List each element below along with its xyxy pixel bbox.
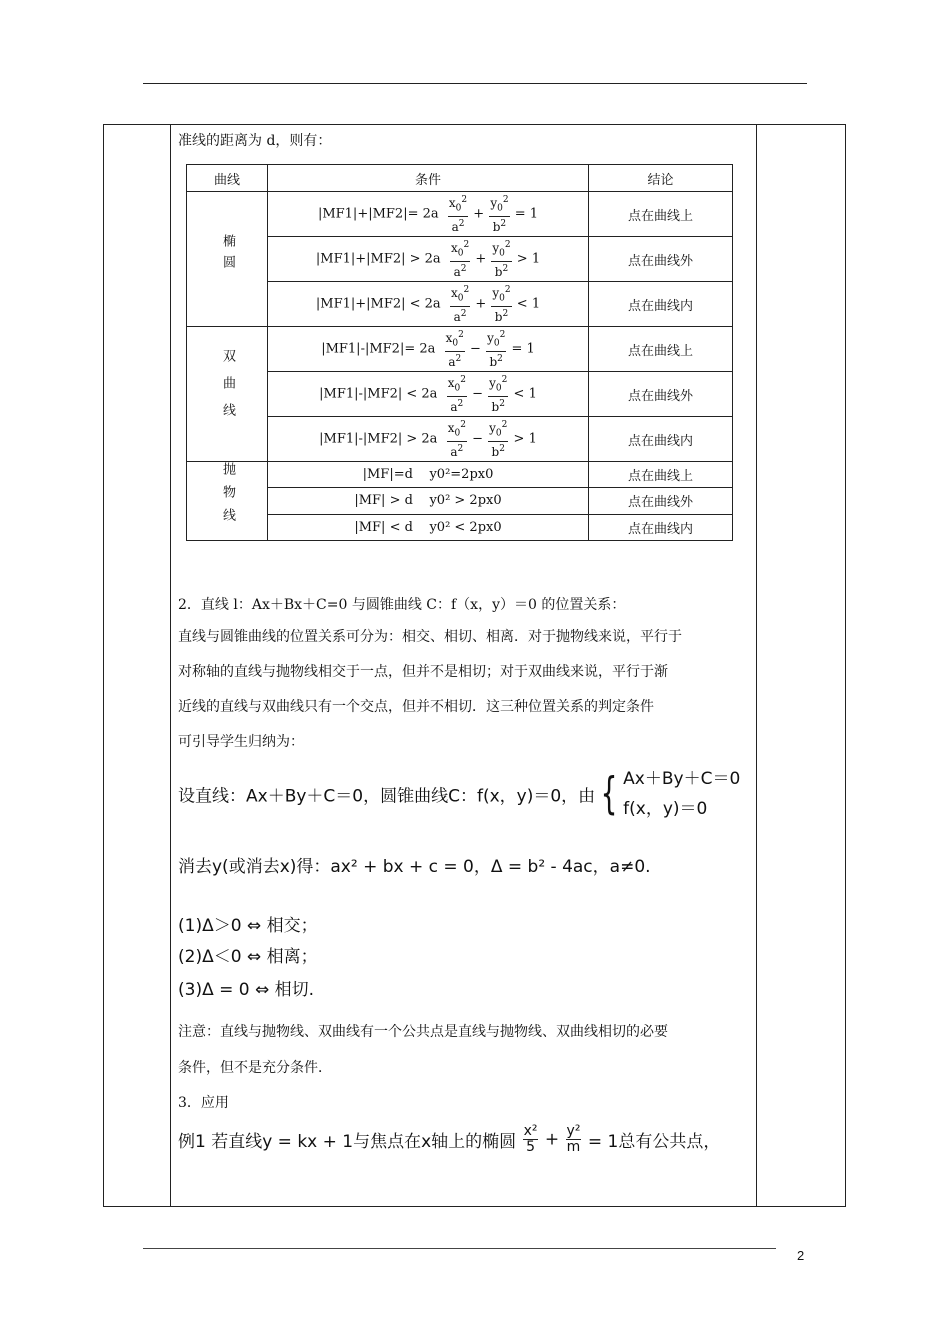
fraction-x: $\frac{x_0^2}{a^2}$ xyxy=(448,194,468,235)
relation-op: = xyxy=(514,206,526,222)
condition-text: |MF1|+|MF2| > 2a xyxy=(315,251,441,267)
condition-cell: |MF1|-|MF2|= 2a $\frac{x_0^2}{a^2}$ − $\frac{y_0^2}{b^2}$ = 1 xyxy=(268,327,589,372)
footer-rule xyxy=(143,1248,776,1249)
condition-cell: |MF1|-|MF2| > 2a $\frac{x_0^2}{a^2}$ − $\frac{y_0^2}{b^2}$ > 1 xyxy=(268,417,589,462)
condition-text: |MF1|-|MF2| < 2a xyxy=(319,386,438,402)
case-line: (2)Δ＜0 ⇔ 相离； xyxy=(178,947,318,967)
paragraph-line: 可引导学生归纳为： xyxy=(178,734,304,750)
relation-text: y0²=2px0 xyxy=(429,467,494,483)
fraction-y: $\frac{y_0^2}{b^2}$ xyxy=(487,329,506,370)
section-3-title: 3．应用 xyxy=(178,1095,229,1111)
condition-cell xyxy=(268,514,589,540)
relation-text: y0² < 2px0 xyxy=(429,519,502,535)
relation-op: < xyxy=(516,296,528,312)
example-text-end: = 1总有公共点， xyxy=(587,1132,721,1152)
relation-rhs: 1 xyxy=(529,206,539,222)
table-row xyxy=(187,192,733,237)
condition-cell: |MF1|+|MF2| < 2a $\frac{x_0^2}{a^2}$ + $\frac{y_0^2}{b^2}$ < 1 xyxy=(268,282,589,327)
example-fraction-x: $\frac{\text{x²}}{5}$ xyxy=(523,1123,538,1155)
header-curve: 曲线 xyxy=(187,165,268,192)
eliminate-equation: 消去y(或消去x)得：ax² + bx + c = 0，Δ = b² - 4ac，a≠0. xyxy=(178,857,651,877)
fraction-x: $\frac{x_0^2}{a^2}$ xyxy=(447,374,466,415)
result-cell: 点在曲线外 xyxy=(589,237,733,282)
relation-rhs: 1 xyxy=(528,386,537,402)
condition-cell xyxy=(268,488,589,514)
group-parabola xyxy=(187,462,268,541)
paragraph-line: 直线与圆锥曲线的位置关系可分为：相交、相切、相离．对于抛物线来说，平行于 xyxy=(178,629,682,645)
setup-text: 设直线：Ax＋By＋C＝0，圆锥曲线C：f(x，y)＝0，由 xyxy=(178,786,596,807)
relation-rhs: 1 xyxy=(528,431,537,447)
result-cell: 点在曲线外 xyxy=(589,372,733,417)
system-line: Ax＋By＋C＝0 xyxy=(623,769,741,789)
table-row xyxy=(187,372,733,417)
fraction-x: $\frac{x_0^2}{a^2}$ xyxy=(445,329,464,370)
header-conclusion: 结论 xyxy=(589,165,733,192)
note-line: 注意：直线与抛物线、双曲线有一个公共点是直线与抛物线、双曲线相切的必要 xyxy=(178,1024,668,1040)
result-cell: 点在曲线内 xyxy=(589,282,733,327)
relation-op: = xyxy=(511,341,523,357)
example-1: 例1 若直线y = kx + 1与焦点在x轴上的椭圆 $\frac{\text{x²}}{5}$ + $\frac{\text{y²}}{m}$ = 1总有公共点， xyxy=(178,1123,721,1155)
fraction-x: $\frac{x_0^2}{a^2}$ xyxy=(450,284,470,325)
equation-system xyxy=(623,764,740,824)
fraction-y: $\frac{y_0^2}{b^2}$ xyxy=(492,239,511,280)
condition-text: |MF1|-|MF2|= 2a xyxy=(321,341,436,357)
condition-text: |MF1|+|MF2|= 2a xyxy=(317,206,439,222)
relation-text: y0² > 2px0 xyxy=(429,493,502,509)
frame-divider-left xyxy=(170,125,171,1206)
condition-cell xyxy=(268,462,589,488)
condition-text: |MF1|-|MF2| > 2a xyxy=(319,431,438,447)
brace-icon: { xyxy=(600,768,618,819)
result-cell: 点在曲线上 xyxy=(589,462,733,488)
relation-op: < xyxy=(513,386,525,402)
table-row xyxy=(187,514,733,540)
table-row xyxy=(187,462,733,488)
paragraph-line: 近线的直线与双曲线只有一个交点，但并不相切．这三种位置关系的判定条件 xyxy=(178,699,654,715)
conditions-table xyxy=(186,164,733,541)
result-cell: 点在曲线内 xyxy=(589,514,733,540)
result-cell: 点在曲线内 xyxy=(589,417,733,462)
table-row xyxy=(187,327,733,372)
table-header-row xyxy=(187,165,733,192)
relation-op: > xyxy=(516,251,528,267)
group-hyperbola xyxy=(187,327,268,462)
relation-rhs: 1 xyxy=(531,296,541,312)
group-ellipse-label: 椭圆 xyxy=(220,233,235,276)
condition-text: |MF1|+|MF2| < 2a xyxy=(315,296,441,312)
header-condition: 条件 xyxy=(268,165,589,192)
condition-cell: |MF1|+|MF2| > 2a $\frac{x_0^2}{a^2}$ + $\frac{y_0^2}{b^2}$ > 1 xyxy=(268,237,589,282)
note-line: 条件，但不是充分条件． xyxy=(178,1060,332,1076)
frame-divider-right xyxy=(756,125,757,1206)
relation-rhs: 1 xyxy=(531,251,541,267)
group-parabola-label: 抛物线 xyxy=(220,462,235,531)
intro-text: 准线的距离为 d，则有： xyxy=(178,133,332,149)
table-row xyxy=(187,282,733,327)
paragraph-line: 对称轴的直线与抛物线相交于一点，但并不是相切；对于双曲线来说，平行于渐 xyxy=(178,664,668,680)
result-cell: 点在曲线上 xyxy=(589,192,733,237)
case-line: (3)Δ = 0 ⇔ 相切. xyxy=(178,980,315,1000)
header-rule xyxy=(143,83,807,84)
fraction-y: $\frac{y_0^2}{b^2}$ xyxy=(489,374,508,415)
condition-cell: |MF1|+|MF2|= 2a $\frac{x_0^2}{a^2}$ + $\frac{y_0^2}{b^2}$ = 1 xyxy=(268,192,589,237)
result-cell: 点在曲线上 xyxy=(589,327,733,372)
case-line: (1)Δ＞0 ⇔ 相交； xyxy=(178,916,318,936)
group-ellipse xyxy=(187,192,268,327)
table-row xyxy=(187,417,733,462)
setup-equation xyxy=(178,764,740,824)
table-row xyxy=(187,237,733,282)
condition-text: |MF| > d xyxy=(354,493,413,509)
example-text: 例1 若直线y = kx + 1与焦点在x轴上的椭圆 xyxy=(178,1132,517,1152)
group-hyperbola-label: 双曲线 xyxy=(220,349,235,430)
page-number: 2 xyxy=(797,1248,805,1263)
fraction-y: $\frac{y_0^2}{b^2}$ xyxy=(489,419,508,460)
fraction-x: $\frac{x_0^2}{a^2}$ xyxy=(450,239,470,280)
table-row xyxy=(187,488,733,514)
result-cell: 点在曲线外 xyxy=(589,488,733,514)
relation-rhs: 1 xyxy=(526,341,535,357)
system-line: f(x，y)＝0 xyxy=(623,799,708,819)
relation-op: > xyxy=(513,431,525,447)
condition-cell: |MF1|-|MF2| < 2a $\frac{x_0^2}{a^2}$ − $\frac{y_0^2}{b^2}$ < 1 xyxy=(268,372,589,417)
section-2-title: 2．直线 l：Ax＋Bx＋C=0 与圆锥曲线 C：f（x，y）＝0 的位置关系： xyxy=(178,597,626,613)
condition-text: |MF| < d xyxy=(354,519,413,535)
fraction-y: $\frac{y_0^2}{b^2}$ xyxy=(492,284,511,325)
fraction-y: $\frac{y_0^2}{b^2}$ xyxy=(490,194,509,235)
example-fraction-y: $\frac{\text{y²}}{m}$ xyxy=(566,1123,581,1155)
condition-text: |MF|=d xyxy=(362,467,413,483)
fraction-x: $\frac{x_0^2}{a^2}$ xyxy=(447,419,466,460)
